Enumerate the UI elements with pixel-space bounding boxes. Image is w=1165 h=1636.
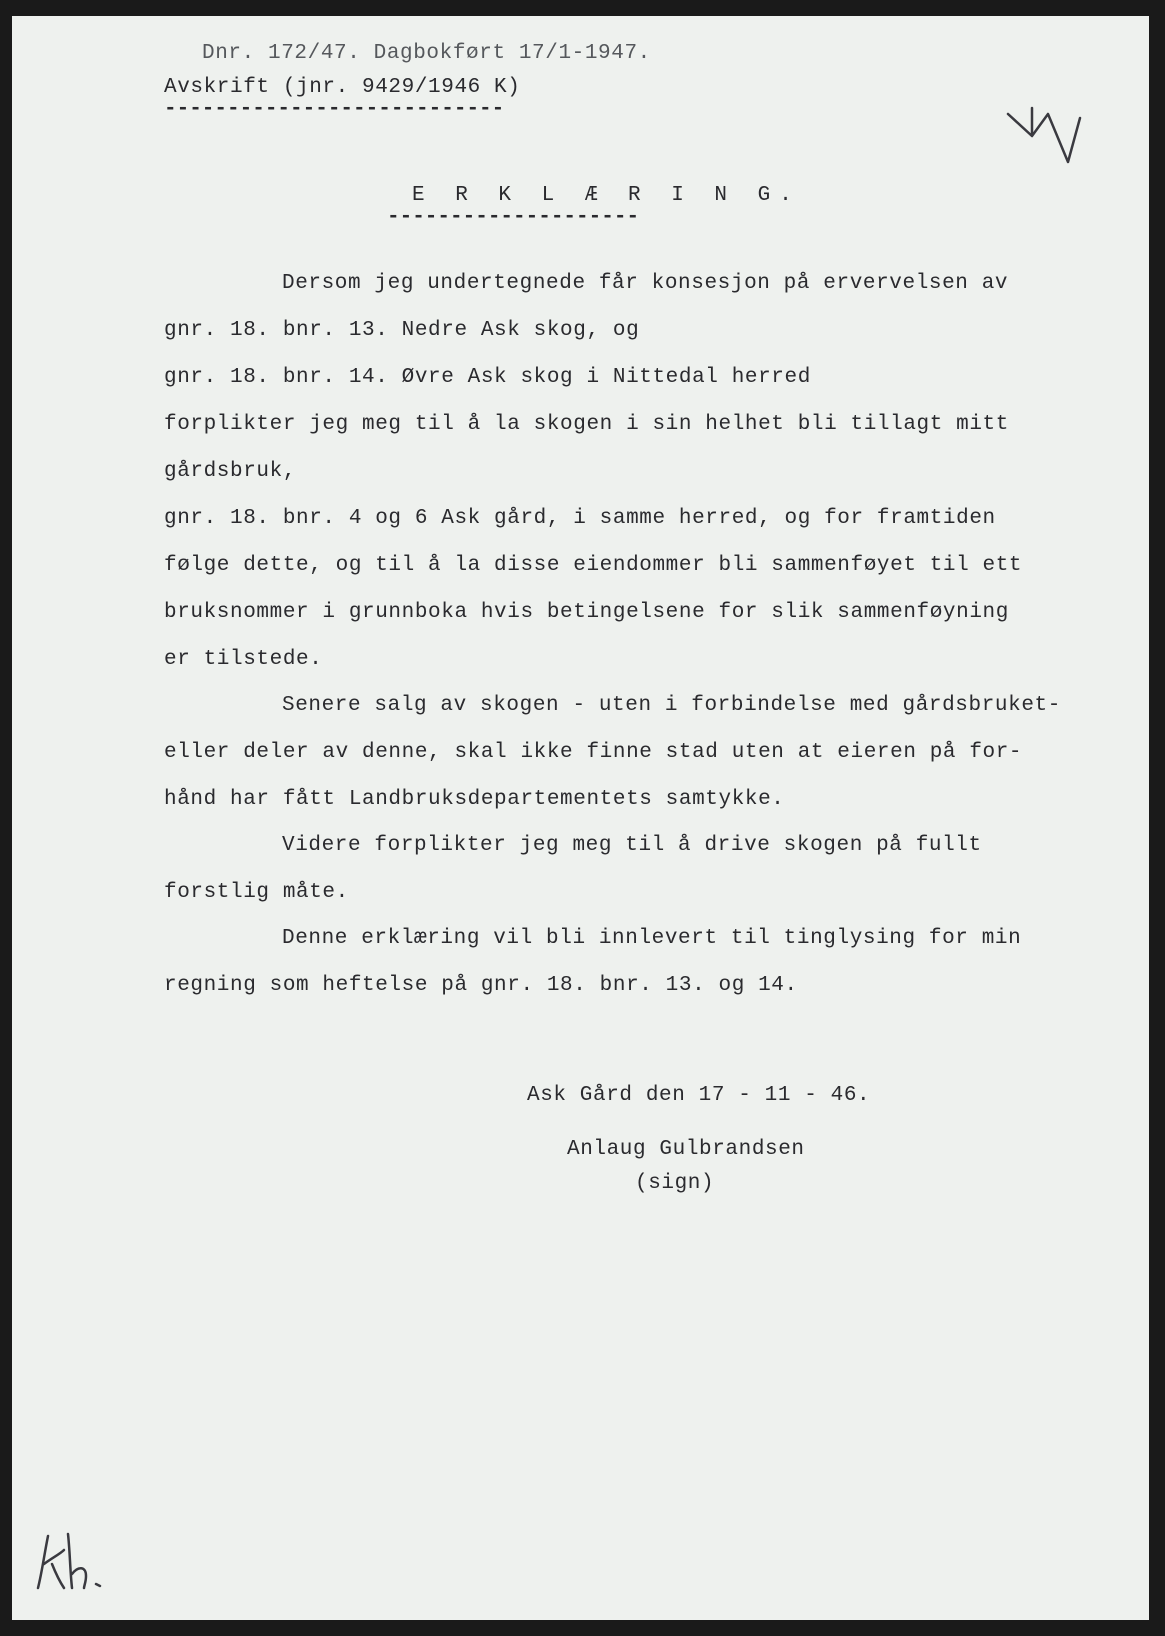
body-line-13: Videre forplikter jeg meg til å drive skogen på fullt — [282, 834, 982, 857]
signature-note: (sign) — [635, 1172, 715, 1195]
copy-reference-rule: --------------------------- — [164, 98, 505, 121]
document-page — [12, 16, 1149, 1620]
body-line-5: gårdsbruk, — [164, 460, 297, 483]
document-title: E R K L Æ R I N G. — [412, 184, 801, 207]
body-line-12: hånd har fått Landbruksdepartementets samtykke. — [164, 788, 785, 811]
title-rule: -------------------- — [387, 206, 640, 229]
body-line-3: gnr. 18. bnr. 14. Øvre Ask skog i Nittedal herred — [164, 366, 811, 389]
body-line-7: følge dette, og til å la disse eiendommer bli sammenføyet til ett — [164, 554, 1023, 577]
body-line-8: bruksnommer i grunnboka hvis betingelsene for slik sammenføyning — [164, 601, 1009, 624]
body-line-10: Senere salg av skogen - uten i forbindelse med gårdsbruket- — [282, 694, 1061, 717]
place-date-line: Ask Gård den 17 - 11 - 46. — [527, 1084, 871, 1107]
body-line-6: gnr. 18. bnr. 4 og 6 Ask gård, i samme herred, og for framtiden — [164, 507, 996, 530]
body-line-15: Denne erklæring vil bli innlevert til tinglysing for min — [282, 927, 1022, 950]
body-line-11: eller deler av denne, skal ikke finne stad uten at eieren på for- — [164, 741, 1023, 764]
signatory-name: Anlaug Gulbrandsen — [567, 1138, 805, 1161]
body-line-16: regning som heftelse på gnr. 18. bnr. 13. og 14. — [164, 974, 798, 997]
handwritten-mark-icon — [1002, 104, 1092, 184]
body-line-9: er tilstede. — [164, 648, 323, 671]
handwritten-initials-icon — [34, 1528, 124, 1598]
body-line-1: Dersom jeg undertegnede får konsesjon på ervervelsen av — [282, 272, 1009, 295]
body-line-2: gnr. 18. bnr. 13. Nedre Ask skog, og — [164, 319, 640, 342]
copy-reference-line: Avskrift (jnr. 9429/1946 K) — [164, 76, 521, 99]
body-line-14: forstlig måte. — [164, 881, 349, 904]
body-line-4: forplikter jeg meg til å la skogen i sin helhet bli tillagt mitt — [164, 413, 1009, 436]
diary-reference-line: Dnr. 172/47. Dagbokført 17/1-1947. — [202, 42, 651, 65]
